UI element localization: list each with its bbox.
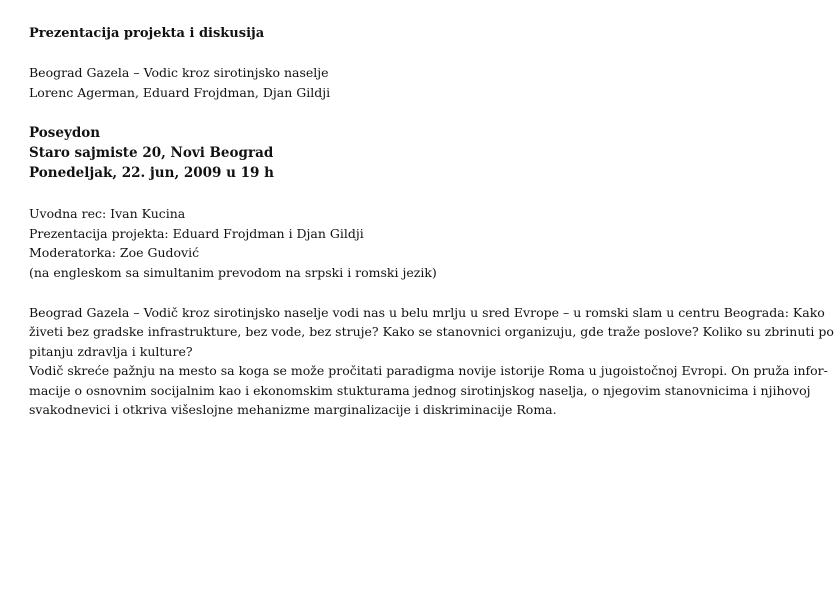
description-line: živeti bez gradske infrastrukture, bez vode, bez struje? Kako se stanovnici organizuju, gde traže poslove? Koliko su zbrinuti po [29,324,834,340]
description-line: Beograd Gazela – Vodič kroz sirotinjsko naselje vodi nas u belu mrlju u sred Evrope – u romski slam u centru Beograda: Kako [29,305,825,320]
description-paragraph [29,303,834,419]
program-intro: Uvodna rec: Ivan Kucina [29,206,186,221]
page-title: Prezentacija projekta i diskusija [29,26,265,41]
program-presentation: Prezentacija projekta: Eduard Frojdman i Djan Gildji [29,225,364,241]
spacer [29,102,699,123]
spacer [29,183,699,204]
description-line: Vodič skreće pažnju na mesto sa koga se može pročitati paradigma novije istorije Roma u jugoistočnoj Evropi. On pruža infor- [29,363,828,379]
spacer [29,44,699,63]
program-moderator: Moderatorka: Zoe Gudović [29,245,200,260]
event-datetime: Ponedeljak, 22. jun, 2009 u 19 h [29,165,274,181]
spacer [29,282,699,303]
description-line: svakodnevici i otkriva višeslojne mehanizme marginalizacije i diskriminacije Roma. [29,402,557,418]
program-language-note: (na engleskom sa simultanim prevodom na srpski i romski jezik) [29,264,437,280]
description-line: macije o osnovnim socijalnim kao i ekonomskim stukturama jednog sirotinjskog naselja, o njegovim stanovnicima i njihovoj [29,382,811,398]
book-authors: Lorenc Agerman, Eduard Frojdman, Djan Gildji [29,84,331,100]
description-line: pitanju zdravlja i kulture? [29,343,193,359]
book-title: Beograd Gazela – Vodic kroz sirotinjsko naselje [29,65,329,80]
document-page [29,24,834,419]
event-venue: Poseydon [29,125,101,141]
event-address: Staro sajmiste 20, Novi Beograd [29,145,274,161]
